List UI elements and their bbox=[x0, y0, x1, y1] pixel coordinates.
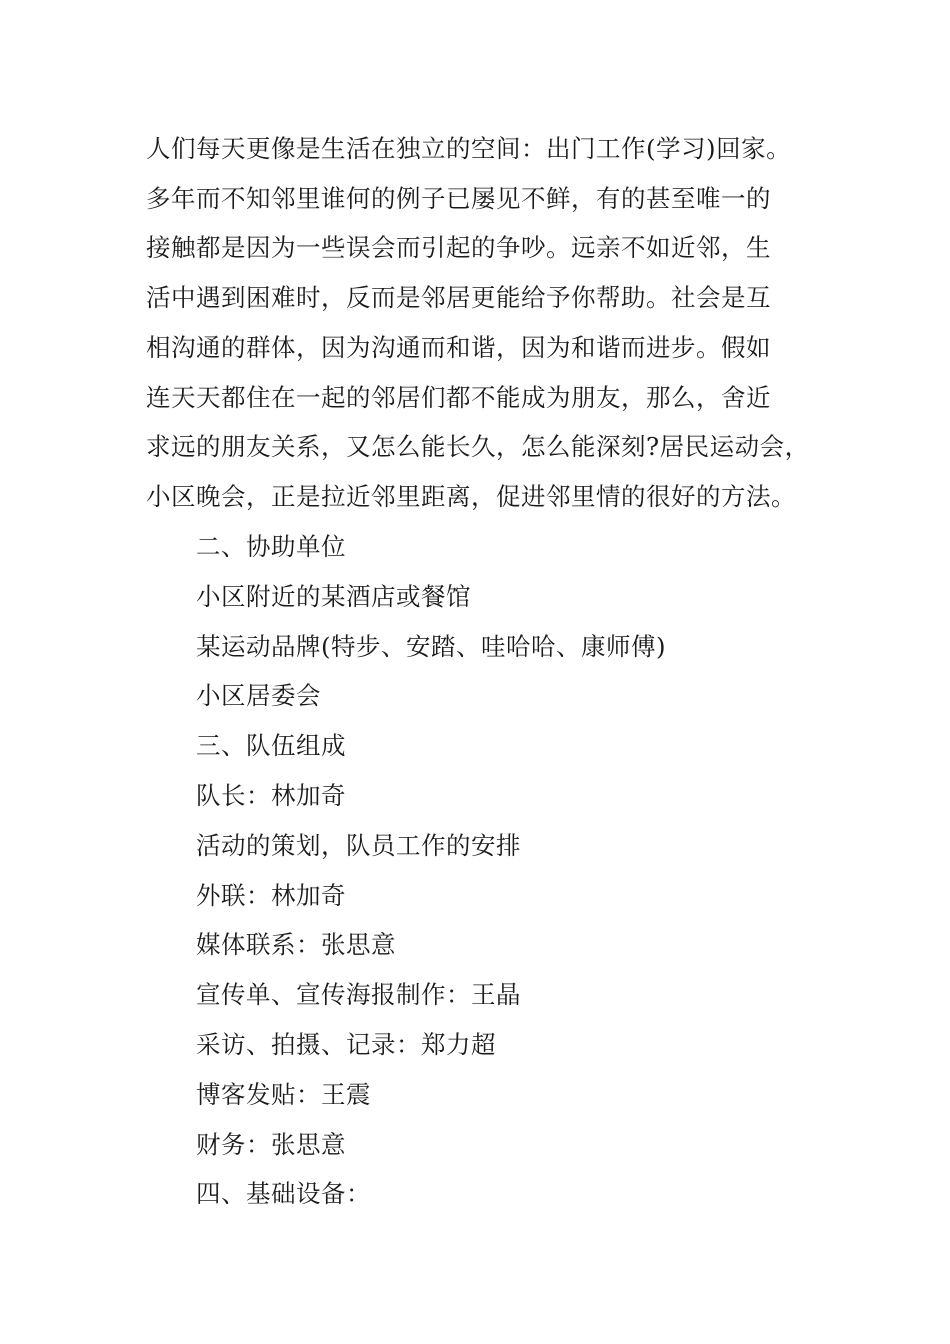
section-heading-team: 三、队伍组成 bbox=[196, 731, 346, 761]
list-item: 采访、拍摄、记录：郑力超 bbox=[196, 1029, 496, 1059]
paragraph-line: 相沟通的群体，因为沟通而和谐，因为和谐而进步。假如 bbox=[146, 332, 771, 362]
list-item: 宣传单、宣传海报制作：王晶 bbox=[196, 980, 521, 1010]
paragraph-line: 小区晚会，正是拉近邻里距离，促进邻里情的很好的方法。 bbox=[146, 481, 796, 511]
list-item: 财务：张思意 bbox=[196, 1129, 346, 1159]
paragraph-line: 接触都是因为一些误会而引起的争吵。远亲不如近邻，生 bbox=[146, 233, 771, 263]
list-item: 外联：林加奇 bbox=[196, 880, 346, 910]
body-paragraph bbox=[146, 124, 836, 522]
paragraph-line: 多年而不知邻里谁何的例子已屡见不鲜，有的甚至唯一的 bbox=[146, 183, 771, 213]
paragraph-line: 连天天都住在一起的邻居们都不能成为朋友，那么，舍近 bbox=[146, 382, 771, 412]
section-heading-equipment: 四、基础设备： bbox=[196, 1179, 371, 1209]
list-item: 媒体联系：张思意 bbox=[196, 930, 396, 960]
list-item: 某运动品牌(特步、安踏、哇哈哈、康师傅) bbox=[196, 631, 667, 661]
paragraph-line: 活中遇到困难时，反而是邻居更能给予你帮助。社会是互 bbox=[146, 283, 771, 313]
list-item: 活动的策划，队员工作的安排 bbox=[196, 830, 521, 860]
list-item: 小区附近的某酒店或餐馆 bbox=[196, 581, 471, 611]
paragraph-line: 人们每天更像是生活在独立的空间：出门工作(学习)回家。 bbox=[146, 134, 792, 163]
paragraph-line: 求远的朋友关系，又怎么能长久，怎么能深刻?居民运动会， bbox=[146, 432, 810, 462]
outline-list bbox=[196, 522, 666, 1219]
list-item: 博客发贴：王震 bbox=[196, 1079, 371, 1109]
section-heading-assisting-units: 二、协助单位 bbox=[196, 532, 346, 561]
list-item: 小区居委会 bbox=[196, 681, 321, 711]
list-item: 队长：林加奇 bbox=[196, 780, 346, 810]
